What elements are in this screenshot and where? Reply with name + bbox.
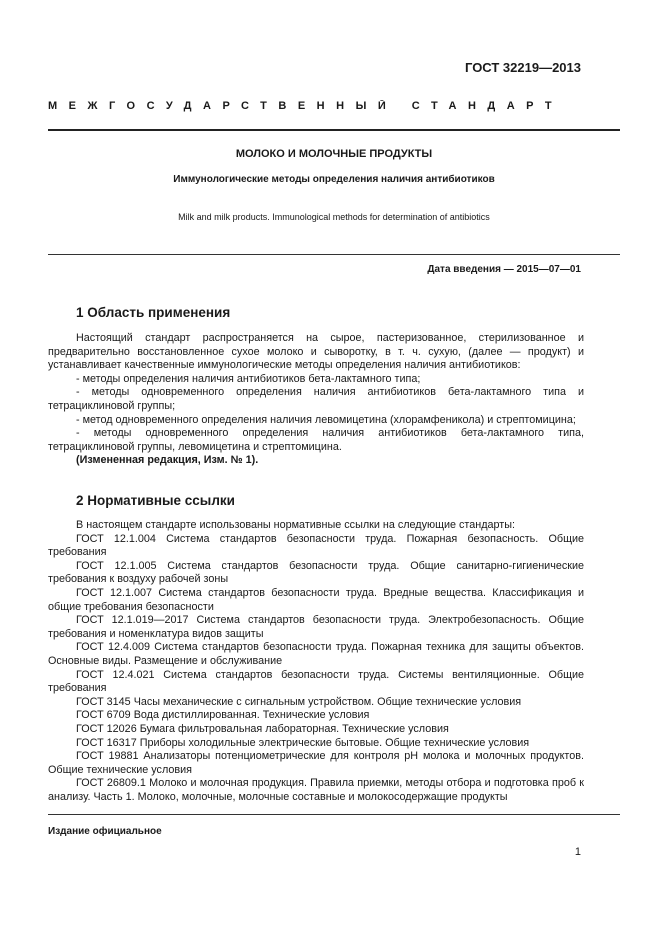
section2-intro: В настоящем стандарте использованы нормативные ссылки на следующие стандарты: <box>76 519 515 531</box>
footer-rule <box>48 814 620 815</box>
reference-item: ГОСТ 12.4.009 Система стандартов безопасности труда. Пожарная техника для защиты объектов. Основные виды. Размещение и обслуживание <box>48 641 584 667</box>
document-number: ГОСТ 32219—2013 <box>465 60 581 75</box>
page-number: 1 <box>574 846 581 858</box>
introduction-date: Дата введения — 2015—07—01 <box>427 264 581 275</box>
section1-body <box>48 332 584 468</box>
reference-item: ГОСТ 12.1.005 Система стандартов безопасности труда. Общие санитарно-гигиенические требования к воздуху рабочей зоны <box>48 559 584 586</box>
reference-item: ГОСТ 12.1.007 Система стандартов безопасности труда. Вредные вещества. Классификация и общие требования безопасности <box>48 586 584 613</box>
section1-list-item: - методы определения наличия антибиотиков бета-лактамного типа; <box>76 372 421 385</box>
reference-item: ГОСТ 6709 Вода дистиллированная. Технические условия <box>76 709 370 722</box>
header-rule <box>48 129 620 131</box>
reference-item: ГОСТ 3145 Часы механические с сигнальным устройством. Общие технические условия <box>76 695 522 708</box>
amendment-note: (Измененная редакция, Изм. № 1). <box>76 454 259 467</box>
official-edition-label: Издание официальное <box>48 826 162 837</box>
section1-list-item: - метод одновременного определения наличия левомицетина (хлорамфеникола) и стрептомицина; <box>76 413 576 426</box>
reference-item: ГОСТ 19881 Анализаторы потенциометрические для контроля рН молока и молочных продуктов. Общие технические условия <box>48 750 584 776</box>
section1-paragraph: Настоящий стандарт распространяется на сырое, пастеризованное, стерилизованное и предварительно восстановленное сухое молоко и сыворотку, в т. ч. сухую, (далее — продукт) и устанавливает качественные иммунологические методы определения наличия антибиотиков: <box>48 332 584 372</box>
english-title: Milk and milk products. Immunological methods for determination of antibiotics <box>178 212 490 222</box>
section2-heading: 2 Нормативные ссылки <box>76 493 235 508</box>
reference-item: ГОСТ 12.1.019—2017 Система стандартов безопасности труда. Электробезопасность. Общие требования и номенклатура видов защиты <box>48 614 584 640</box>
section1-heading: 1 Область применения <box>76 305 231 320</box>
reference-item: ГОСТ 12.1.004 Система стандартов безопасности труда. Пожарная безопасность. Общие требования <box>48 532 584 559</box>
reference-item: ГОСТ 12.4.021 Система стандартов безопасности труда. Системы вентиляционные. Общие требования <box>48 668 584 695</box>
reference-item: ГОСТ 16317 Приборы холодильные электрические бытовые. Общие технические условия <box>76 736 530 749</box>
section1-list-item: - методы одновременного определения наличия антибиотиков бета-лактамного типа и тетрациклиновой группы; <box>48 386 584 412</box>
section1-list-item: - методы одновременного определения наличия антибиотиков бета-лактамного типа, тетрациклиновой группы, левомицетина и стрептомицина. <box>48 427 584 453</box>
title-rule <box>48 254 620 255</box>
reference-item: ГОСТ 12026 Бумага фильтровальная лабораторная. Технические условия <box>76 722 449 735</box>
document-subtitle: Иммунологические методы определения наличия антибиотиков <box>173 174 495 185</box>
reference-item: ГОСТ 26809.1 Молоко и молочная продукция. Правила приемки, методы отбора и подготовка проб к анализу. Часть 1. Молоко, молочные, молочные составные и молокосодержащие продукты <box>48 777 584 803</box>
standard-type-banner: МЕЖГОСУДАРСТВЕННЫЙ СТАНДАРТ <box>48 100 564 112</box>
section2-body <box>48 519 584 804</box>
document-title: МОЛОКО И МОЛОЧНЫЕ ПРОДУКТЫ <box>235 148 433 160</box>
